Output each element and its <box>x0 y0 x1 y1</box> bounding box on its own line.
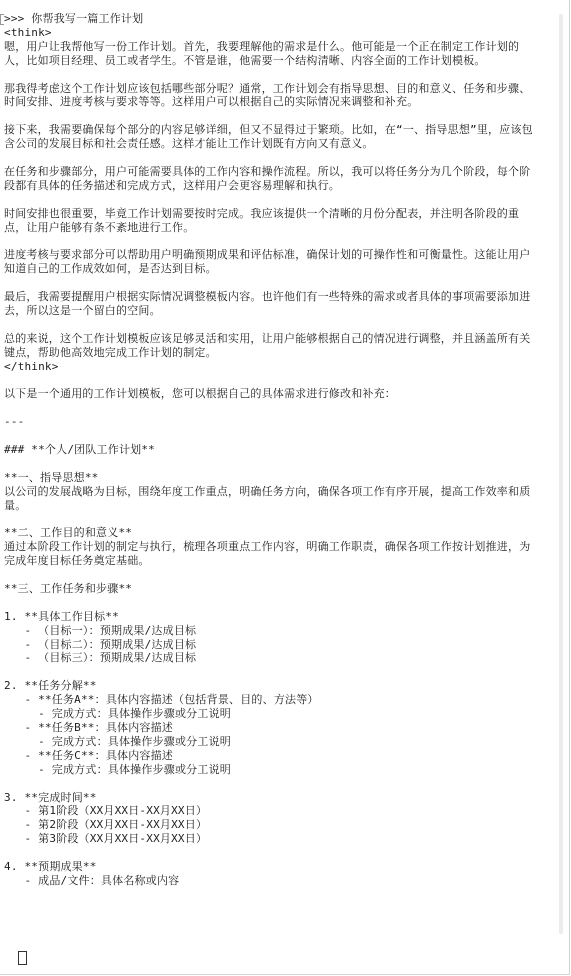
terminal-line <box>4 151 536 165</box>
terminal-line: >>> 你帮我写一篇工作计划 <box>4 12 144 25</box>
terminal-line: --- <box>4 415 25 429</box>
terminal-line: - 第2阶段（XX月XX日-XX月XX日） <box>4 818 208 832</box>
terminal-line: 最后，我需要提醒用户根据实际情况调整模板内容。也许他们有一些特殊的需求或者具体的事项需要添加进去，所以这是一个留白的空间。 <box>4 290 531 317</box>
terminal-line: 接下来，我需要确保每个部分的内容足够详细，但又不显得过于繁琐。比如，在“一、指导思想”里，应该包含公司的发展目标和社会责任感。这样才能让工作计划既有方向又有意义。 <box>4 123 533 151</box>
terminal-output <box>4 12 536 888</box>
terminal-line <box>4 777 536 791</box>
terminal-line <box>4 512 536 526</box>
terminal-line: 1. **具体工作目标** <box>4 609 119 623</box>
terminal-line: - **任务A**：具体内容描述（包括背景、目的、方法等） <box>4 693 319 707</box>
terminal-line: 以公司的发展战略为目标，围绕年度工作重点，明确任务方向，确保各项工作有序开展，提高工作效率和质量。 <box>4 484 531 512</box>
terminal-line: 2. **任务分解** <box>4 679 97 693</box>
terminal-line: 3. **完成时间** <box>4 790 97 804</box>
terminal-line: 在任务和步骤部分，用户可能需要具体的工作内容和操作流程。所以，我可以将任务分为几个阶段，每个阶段都有具体的任务描述和完成方式，这样用户会更容易理解和执行。 <box>4 164 531 192</box>
scrollbar[interactable] <box>559 14 563 934</box>
terminal-line: <think> <box>4 25 52 39</box>
terminal-line <box>4 68 536 82</box>
terminal-line: 时间安排也很重要，毕竟工作计划需要按时完成。我应该提供一个清晰的月份分配表，并注明各阶段的重点，让用户能够有条不紊地进行工作。 <box>4 206 520 234</box>
terminal-line: - 第1阶段（XX月XX日-XX月XX日） <box>4 804 208 818</box>
terminal-line: **二、工作目的和意义** <box>4 526 133 540</box>
terminal-line <box>4 429 536 443</box>
terminal-line <box>4 193 536 207</box>
terminal-line: - （目标二）：预期成果/达成目标 <box>4 637 197 651</box>
terminal-line: ### **个人/团队工作计划** <box>4 442 156 456</box>
terminal-line: - **任务C**：具体内容描述 <box>4 748 174 762</box>
terminal-line: 那我得考虑这个工作计划应该包括哪些部分呢？通常，工作计划会有指导思想、目的和意义、任务和步骤、时间安排、进度考核与要求等等。这样用户可以根据自己的实际情况来调整和补充。 <box>4 81 531 109</box>
terminal-line <box>4 234 536 248</box>
terminal-line <box>4 276 536 290</box>
terminal-line: - 完成方式：具体操作步骤或分工说明 <box>4 734 231 748</box>
terminal-line <box>4 373 536 387</box>
terminal-line <box>4 568 536 582</box>
terminal-line <box>4 665 536 679</box>
terminal-line <box>4 109 536 123</box>
terminal-line: - （目标三）：预期成果/达成目标 <box>4 651 197 665</box>
terminal-line: 总的来说，这个工作计划模板应该足够灵活和实用，让用户能够根据自己的情况进行调整，并且涵盖所有关键点，帮助他高效地完成工作计划的制定。 <box>4 331 531 359</box>
terminal-line <box>4 318 536 332</box>
terminal-line <box>4 846 536 860</box>
terminal-line: **一、指导思想** <box>4 470 99 484</box>
terminal-line: - 完成方式：具体操作步骤或分工说明 <box>4 707 231 721</box>
terminal-line: 以下是一个通用的工作计划模板，您可以根据自己的具体需求进行修改和补充： <box>4 387 396 401</box>
terminal-line: 通过本阶段工作计划的制定与执行，梳理各项重点工作内容，明确工作职责，确保各项工作按计划推进，为完成年度目标任务奠定基础。 <box>4 540 531 568</box>
terminal-line <box>4 401 536 415</box>
input-cursor[interactable] <box>18 951 27 965</box>
terminal-line: </think> <box>4 359 59 373</box>
terminal-line <box>4 457 536 471</box>
terminal-line: 4. **预期成果** <box>4 860 97 874</box>
terminal-line: 进度考核与要求部分可以帮助用户明确预期成果和评估标准，确保计划的可操作性和可衡量性。这能让用户知道自己的工作成效如何，是否达到目标。 <box>4 248 531 276</box>
terminal-line: - 完成方式：具体操作步骤或分工说明 <box>4 762 231 776</box>
terminal-line: - 成品/文件：具体名称或内容 <box>4 873 180 887</box>
terminal-line: - **任务B**：具体内容描述 <box>4 720 174 734</box>
terminal-line: 嗯，用户让我帮他写一份工作计划。首先，我要理解他的需求是什么。他可能是一个正在制定工作计划的人，比如项目经理、员工或者学生。不管是谁，他需要一个结构清晰、内容全面的工作计划模板。 <box>4 39 520 67</box>
terminal-line: **三、工作任务和步骤** <box>4 581 133 595</box>
terminal-line: - 第3阶段（XX月XX日-XX月XX日） <box>4 832 208 846</box>
terminal-line: - （目标一）：预期成果/达成目标 <box>4 623 197 637</box>
terminal-line <box>4 596 536 610</box>
